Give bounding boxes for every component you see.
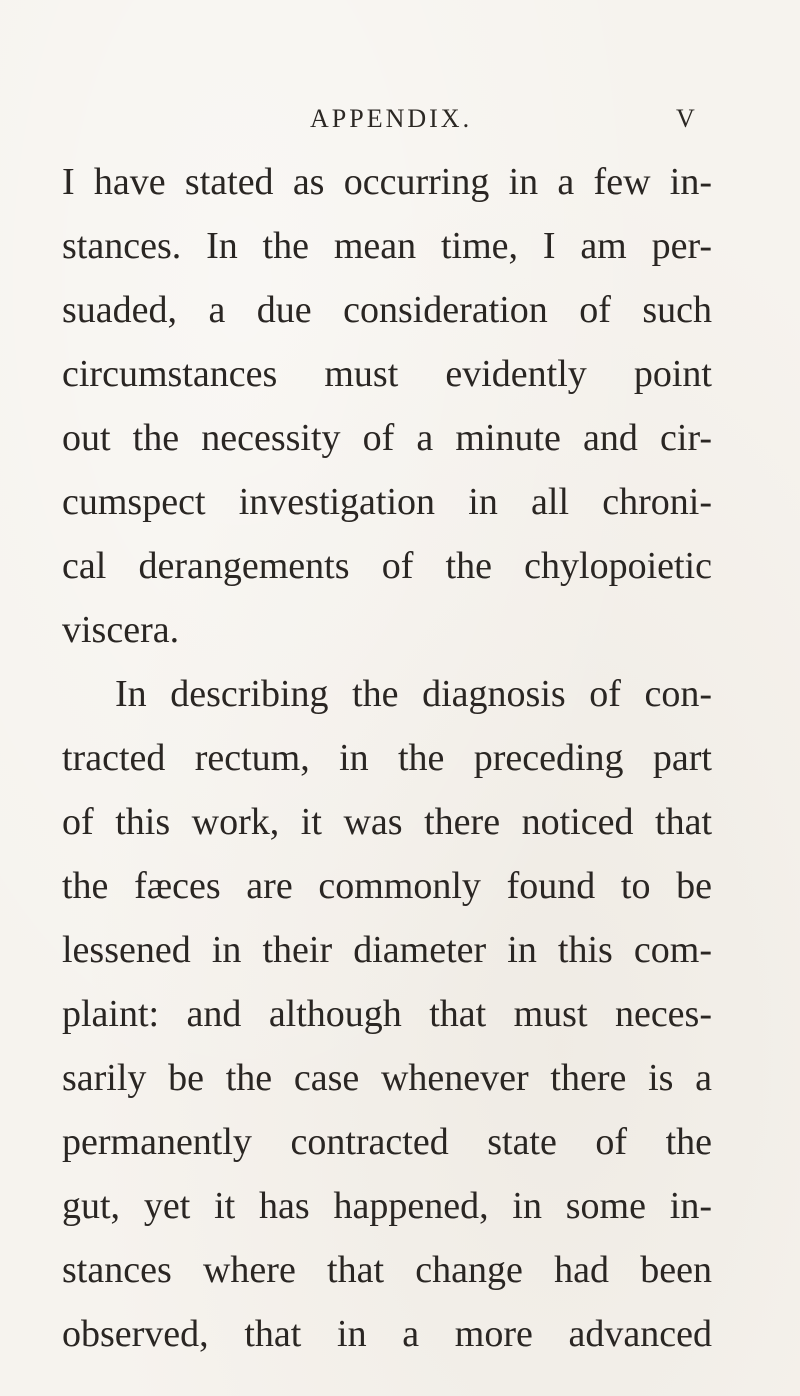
text-line: lessened in their diameter in this com-	[62, 929, 712, 971]
text-line: tracted rectum, in the preceding part	[62, 737, 712, 779]
text-line: cal derangements of the chylopoietic	[62, 545, 712, 587]
text-line: gut, yet it has happened, in some in-	[62, 1185, 712, 1227]
text-line: the fæces are commonly found to be	[62, 865, 712, 907]
text-line: cumspect investigation in all chroni-	[62, 481, 712, 523]
text-line: circumstances must evidently point	[62, 353, 712, 395]
text-line: of this work, it was there noticed that	[62, 801, 712, 843]
text-line: plaint: and although that must neces-	[62, 993, 712, 1035]
text-line: sarily be the case whenever there is a	[62, 1057, 712, 1099]
text-line: viscera.	[62, 609, 180, 651]
text-line: suaded, a due consideration of such	[62, 289, 712, 331]
text-line: stances. In the mean time, I am per-	[62, 225, 712, 267]
text-line: I have stated as occurring in a few in-	[62, 161, 712, 203]
text-line: permanently contracted state of the	[62, 1121, 712, 1163]
running-head: APPENDIX.	[310, 104, 473, 133]
text-line: stances where that change had been	[62, 1249, 712, 1291]
page-header	[0, 104, 800, 144]
text-line: observed, that in a more advanced	[62, 1313, 712, 1355]
page-number: V	[676, 104, 695, 133]
text-line: out the necessity of a minute and cir-	[62, 417, 712, 459]
text-line: In describing the diagnosis of con-	[115, 673, 712, 715]
